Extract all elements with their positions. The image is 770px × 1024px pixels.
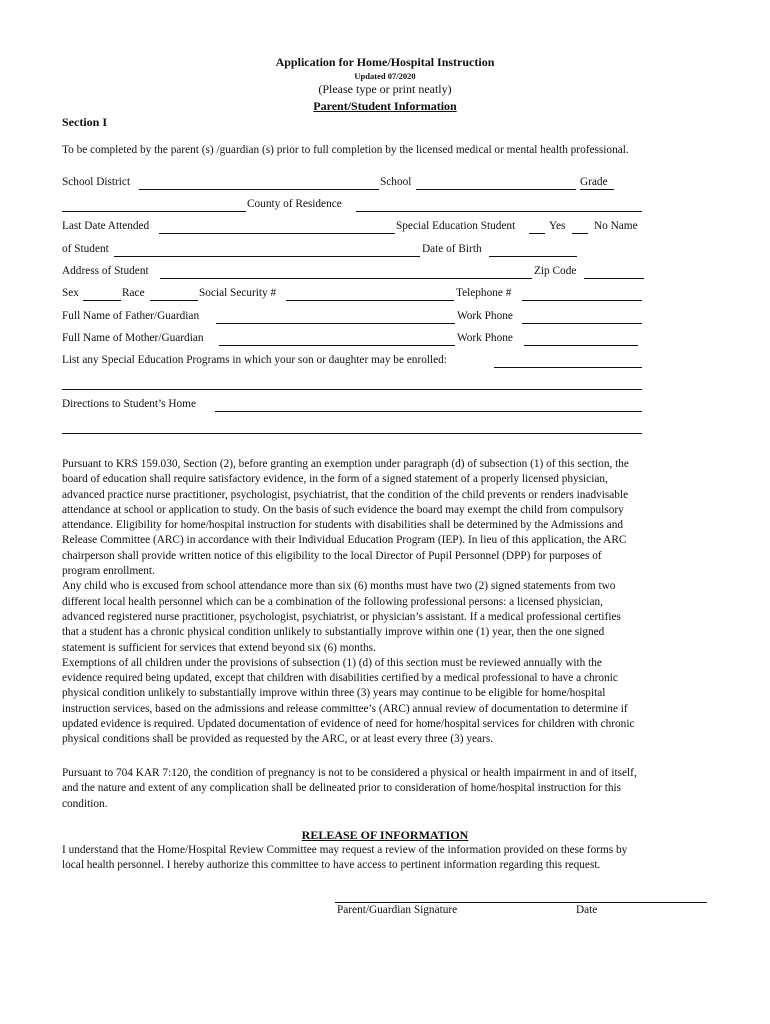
- release-line: local health personnel. I hereby authorize this committee to have access to pertinent information regarding this request.: [62, 859, 601, 872]
- release-paragraph: [62, 843, 712, 874]
- form-title: Application for Home/Hospital Instruction: [275, 55, 495, 69]
- release-heading: RELEASE OF INFORMATION: [301, 828, 469, 842]
- statute-line: Pursuant to KRS 159.030, Section (2), before granting an exemption under paragraph (d) of subsection (1) of this section, the: [62, 458, 629, 470]
- updated-date: Updated 07/2020: [354, 71, 416, 81]
- directions-field-line-2[interactable]: [62, 433, 642, 434]
- address-field[interactable]: [160, 278, 532, 279]
- kar-line: and the nature and extent of any complication shall be delineated prior to consideration of home/hospital instruction for this: [62, 782, 622, 795]
- last-date-field[interactable]: [159, 233, 395, 234]
- father-work-phone-field[interactable]: [522, 323, 642, 324]
- dob-label: Date of Birth: [422, 243, 482, 255]
- statute-line: updated evidence is required. Updated documentation of evidence of need for home/hospital services for children with chronic: [62, 718, 635, 731]
- release-line: I understand that the Home/Hospital Review Committee may request a review of the information provided on these forms by: [62, 844, 628, 856]
- yes-label: Yes: [549, 220, 566, 232]
- zip-field[interactable]: [584, 278, 644, 279]
- school-district-label: School District: [62, 176, 131, 188]
- programs-field[interactable]: [494, 367, 642, 368]
- programs-field-line-2[interactable]: [62, 389, 642, 390]
- directions-field[interactable]: [215, 411, 642, 412]
- statute-line: Exemptions of all children under the provisions of subsection (1) (d) of this section must be reviewed annually with the: [62, 656, 602, 669]
- statute-line: advanced practice nurse practitioner, psychologist, psychiatrist, that the condition of the child prevents or renders inadvisable: [62, 488, 629, 501]
- kar-line: condition.: [62, 797, 108, 810]
- statute-line: physical conditions shall be provided as requested by the ARC, or at least every three (3) years.: [62, 733, 494, 746]
- section-heading: Parent/Student Information: [313, 99, 457, 113]
- race-label: Race: [122, 287, 145, 299]
- statute-line: advanced registered nurse practitioner, psychologist, psychiatrist, or physician’s assistant. If a medical professional certifies: [62, 610, 621, 623]
- father-label: Full Name of Father/Guardian: [62, 310, 200, 322]
- statute-line: instruction services, based on the admissions and release committee’s (ARC) annual review of documentation to determine if: [62, 702, 628, 715]
- student-name-field[interactable]: [114, 256, 420, 257]
- mother-field[interactable]: [219, 345, 455, 346]
- dob-field[interactable]: [489, 256, 577, 257]
- programs-label: List any Special Education Programs in which your son or daughter may be enrolled:: [62, 354, 447, 366]
- grade-label: Grade: [580, 176, 608, 188]
- statute-paragraph: [62, 457, 712, 748]
- statute-line: Release Committee (ARC) in accordance with their Individual Education Program (IEP). In lieu of this application, the ARC: [62, 534, 627, 547]
- statute-line: that a student has a chronic physical condition unlikely to substantially improve within one (1) year, then the one signed: [62, 626, 605, 639]
- statute-line: program enrollment.: [62, 565, 155, 578]
- mother-work-phone-label: Work Phone: [457, 332, 513, 344]
- statute-line: physical condition unlikely to substantially improve within three (3) years may continue to be eligible for home/hospital: [62, 687, 606, 700]
- father-field[interactable]: [216, 323, 455, 324]
- statute-line: chairperson shall provide written notice of this eligibility to the local Director of Pupil Personnel (DPP) for purposes of: [62, 549, 602, 562]
- no-name-label: No Name: [594, 220, 638, 232]
- grade-field[interactable]: [580, 189, 614, 190]
- kar-paragraph: [62, 766, 712, 812]
- father-work-phone-label: Work Phone: [457, 310, 513, 322]
- mother-work-phone-field[interactable]: [524, 345, 638, 346]
- telephone-field[interactable]: [522, 300, 642, 301]
- date-label: Date: [576, 904, 598, 916]
- signature-label: Parent/Guardian Signature: [337, 904, 458, 916]
- special-ed-label: Special Education Student: [396, 220, 516, 232]
- statute-line: board of education shall require satisfactory evidence, in the form of a signed statement of a properly licensed physician,: [62, 473, 608, 486]
- section-intro: To be completed by the parent (s) /guardian (s) prior to full completion by the licensed medical or mental health professional.: [62, 144, 629, 156]
- last-date-label: Last Date Attended: [62, 220, 150, 232]
- directions-label: Directions to Student’s Home: [62, 398, 196, 410]
- section-label: Section I: [62, 115, 107, 129]
- county-field[interactable]: [356, 211, 642, 212]
- statute-line: attendance at school or application to study. On the basis of such evidence the board may exempt the child from compulsory: [62, 503, 624, 516]
- telephone-label: Telephone #: [456, 287, 512, 299]
- county-prefix-field[interactable]: [62, 211, 246, 212]
- of-student-label: of Student: [62, 243, 109, 255]
- county-label: County of Residence: [247, 198, 342, 210]
- sex-field[interactable]: [83, 300, 121, 301]
- statute-line: attendance. Eligibility for home/hospital instruction for students with disabilities shall be determined by the Admissions and: [62, 519, 623, 532]
- statute-line: Any child who is excused from school attendance more than six (6) months must have two (2) signed statements from two: [62, 580, 616, 593]
- school-district-field[interactable]: [139, 189, 379, 190]
- address-label: Address of Student: [62, 265, 149, 277]
- statute-line: evidence required being updated, except that children with disabilities certified by a medical professional to have a chronic: [62, 672, 618, 685]
- mother-label: Full Name of Mother/Guardian: [62, 332, 204, 344]
- zip-label: Zip Code: [534, 265, 577, 277]
- ssn-label: Social Security #: [199, 287, 277, 299]
- school-field[interactable]: [416, 189, 576, 190]
- sex-label: Sex: [62, 287, 79, 299]
- school-label: School: [380, 176, 412, 188]
- print-instruction: (Please type or print neatly): [318, 82, 452, 96]
- kar-line: Pursuant to 704 KAR 7:120, the condition of pregnancy is not to be considered a physical or health impairment in and of itself,: [62, 767, 637, 779]
- signature-field[interactable]: [335, 902, 707, 903]
- ssn-field[interactable]: [286, 300, 454, 301]
- special-ed-yes-box[interactable]: [529, 233, 545, 234]
- race-field[interactable]: [150, 300, 198, 301]
- statute-line: different local health personnel which can be a combination of the following professional persons: a licensed physician,: [62, 595, 603, 608]
- special-ed-no-box[interactable]: [572, 233, 588, 234]
- statute-line: statement is sufficient for services that extend beyond six (6) months.: [62, 641, 376, 654]
